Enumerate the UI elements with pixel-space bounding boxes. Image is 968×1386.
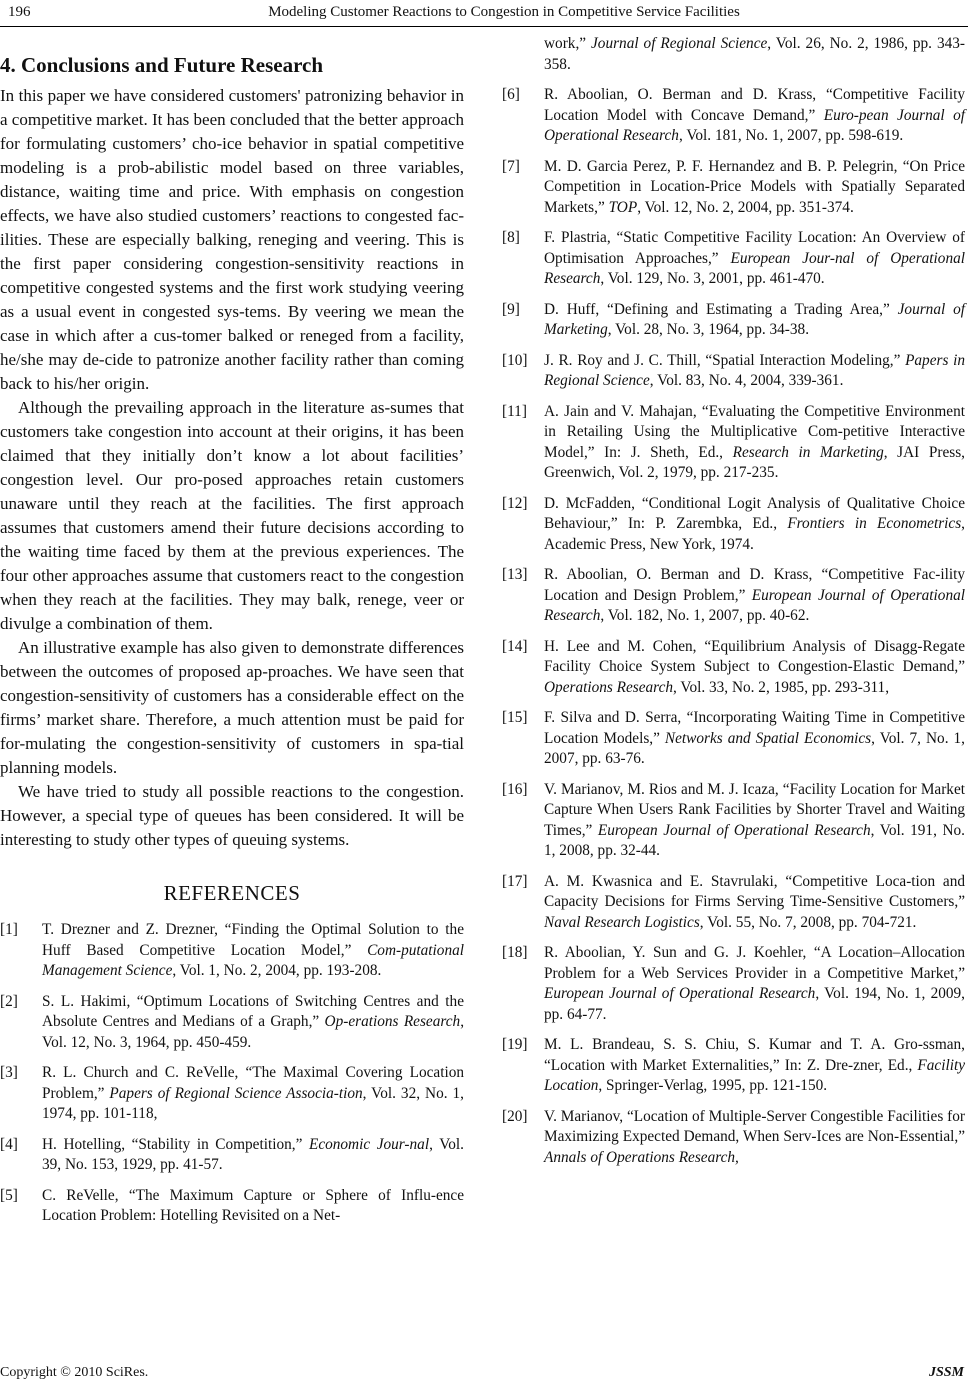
reference-number: [3]	[0, 1064, 18, 1081]
page-header	[0, 0, 968, 24]
reference-list-left	[0, 920, 464, 1227]
reference-text: F. Silva and D. Serra, “Incorporating Waiting Time in Competitive Location Models,” Networks and Spatial Economics, Vol. 7, No. 1, 2007, pp. 63-76.	[544, 709, 965, 767]
reference-item	[502, 351, 965, 392]
left-column	[0, 52, 464, 1237]
reference-item	[502, 1107, 965, 1169]
reference-text: R. Aboolian, O. Berman and D. Krass, “Competitive Fac-ility Location and Design Problem,” European Journal of Operational Research, Vol. 182, No. 1, 2007, pp. 40-62.	[544, 566, 965, 624]
reference-item	[0, 1063, 464, 1125]
reference-text: A. Jain and V. Mahajan, “Evaluating the Competitive Environment in Retailing Using the Multiplicative Com-petitive Interactive Model,” In: J. Sheth, Ed., Research in Marketing, JAI Press, Greenwich, Vol. 2, 1979, pp. 217-235.	[544, 402, 965, 481]
reference-number: [18]	[502, 944, 528, 961]
reference-text: J. R. Roy and J. C. Thill, “Spatial Interaction Modeling,” Papers in Regional Science, Vol. 83, No. 4, 2004, 339-361.	[544, 351, 965, 389]
copyright-notice: Copyright © 2010 SciRes.	[0, 1365, 149, 1380]
reference-item	[502, 34, 965, 75]
reference-number: [1]	[0, 921, 18, 938]
reference-text: A. M. Kwasnica and E. Stavrulaki, “Competitive Loca-tion and Capacity Decisions for Firms Serving Time-Sensitive Customers,” Naval Research Logistics, Vol. 55, No. 7, 2008, pp. 704-721.	[544, 872, 965, 931]
reference-number: [6]	[502, 86, 520, 103]
paragraph: In this paper we have considered customers' patronizing behavior in a competitive market. It has been concluded that the better approach for formulating customers’ cho-ice behavior in spatial competitive modeling is a prob-abilistic model based on three variables, distance, waiting time and price. With emphasis on congestion effects, we have also studied customers’ reactions to congested fac-ilities. These are especially balking, reneging and veering. This is the first paper considering congestion-sensitivity reactions in competitive congested systems and the first work studying veering as a usual event in congested sys-tems. By veering we mean the case in which after a cus-tomer balked or reneged from a facility, he/she may de-cide to patronize another facility rather than coming back to his/her origin.	[0, 86, 464, 393]
reference-number: [15]	[502, 709, 528, 726]
references-heading: REFERENCES	[163, 881, 301, 905]
reference-item	[0, 920, 464, 982]
reference-number: [5]	[0, 1186, 18, 1204]
reference-number: [2]	[0, 992, 18, 1010]
reference-number: [11]	[502, 402, 527, 420]
page-number: 196	[8, 4, 31, 20]
reference-number: [12]	[502, 494, 528, 512]
paragraph: We have tried to study all possible reactions to the congestion. However, a special type of queues has been considered. It will be interesting to study other types of queuing systems.	[0, 782, 464, 849]
reference-item	[502, 637, 965, 699]
reference-text: F. Plastria, “Static Competitive Facility Location: An Overview of Optimisation Approaches,” European Jour-nal of Operational Research, Vol. 129, No. 3, 2001, pp. 461-470.	[544, 229, 965, 287]
reference-item	[0, 992, 464, 1054]
reference-item	[0, 1135, 464, 1176]
reference-text: T. Drezner and Z. Drezner, “Finding the Optimal Solution to the Huff Based Competitive Location Model,” Com-putational Management Science, Vol. 1, No. 2, 2004, pp. 193-208.	[42, 921, 464, 979]
reference-text: D. Huff, “Defining and Estimating a Trading Area,” Journal of Marketing, Vol. 28, No. 3, 1964, pp. 34-38.	[544, 300, 965, 338]
reference-item	[502, 565, 965, 627]
reference-number: [13]	[502, 566, 528, 583]
reference-number: [4]	[0, 1135, 18, 1153]
journal-abbreviation: JSSM	[928, 1365, 964, 1380]
reference-text: D. McFadden, “Conditional Logit Analysis of Qualitative Choice Behaviour,” In: P. Zarembka, Ed., Frontiers in Econometrics, Academic Press, New York, 1974.	[544, 494, 965, 553]
reference-text: M. D. Garcia Perez, P. F. Hernandez and B. P. Pelegrin, “On Price Competition in Location-Price Models with Spatially Separated Markets,” TOP, Vol. 12, No. 2, 2004, pp. 351-374.	[544, 157, 965, 216]
reference-text: R. Aboolian, O. Berman and D. Krass, “Competitive Facility Location Model with Concave Demand,” Euro-pean Journal of Operational Research, Vol. 181, No. 1, 2007, pp. 598-619.	[544, 86, 965, 144]
reference-item	[502, 872, 965, 934]
reference-item	[502, 943, 965, 1025]
reference-list-right	[502, 34, 965, 1168]
paragraph: An illustrative example has also given to demonstrate differences between the outcomes of proposed ap-proaches. We have seen that congestion-sensitivity of customers has a considerable effect on the firms’ market share. Therefore, a much attention must be paid for for-mulating the congestion-sensitivity of customers in spa-tial planning models.	[0, 638, 464, 777]
reference-number: [9]	[502, 300, 520, 318]
reference-item	[0, 1186, 464, 1227]
reference-text: S. L. Hakimi, “Optimum Locations of Switching Centres and the Absolute Centres and Medians of a Graph,” Op-erations Research, Vol. 12, No. 3, 1964, pp. 450-459.	[42, 992, 465, 1051]
reference-text: V. Marianov, “Location of Multiple-Server Congestible Facilities for Maximizing Expected Demand, When Serv-Ices are Non-Essential,” Annals of Operations Research,	[544, 1107, 965, 1166]
running-title: Modeling Customer Reactions to Congestion in Competitive Service Facilities	[268, 4, 740, 20]
reference-item	[502, 1035, 965, 1097]
right-column	[502, 34, 965, 1178]
reference-item	[502, 780, 965, 862]
paragraph: Although the prevailing approach in the literature as-sumes that customers take congestion into account at their origins, it has been claimed that they initially don’t know a lot about facilities’ congestion level. Our pro-posed approaches retain customers unaware until they reach at the facilities. The first approach assumes that customers amend their future decisions according to the waiting time faced by them at the previous experiences. The four other approaches assume that customers react to the congestion when they reach at the facilities. They may balk, renege, veer or divulge a combination of them.	[0, 398, 464, 633]
reference-item	[502, 157, 965, 219]
reference-item	[502, 402, 965, 484]
reference-item	[502, 300, 965, 341]
reference-text: V. Marianov, M. Rios and M. J. Icaza, “Facility Location for Market Capture When Users Rank Facilities by Shorter Travel and Waiting Times,” European Journal of Operational Research, Vol. 191, No. 1, 2008, pp. 32-44.	[544, 780, 966, 859]
reference-number: [8]	[502, 229, 520, 246]
section-heading: 4. Conclusions and Future Research	[0, 53, 324, 77]
reference-item	[502, 228, 965, 290]
reference-item	[502, 708, 965, 770]
reference-text: M. L. Brandeau, S. S. Chiu, S. Kumar and T. A. Gro-ssman, “Location with Market Externalities,” In: Z. Dre-zner, Ed., Facility Location, Springer-Verlag, 1995, pp. 121-150.	[544, 1036, 965, 1094]
reference-number: [16]	[502, 780, 528, 798]
reference-number: [14]	[502, 637, 528, 655]
reference-text: H. Lee and M. Cohen, “Equilibrium Analysis of Disagg-Regate Facility Choice System Subject to Congestion-Elastic Demand,” Operations Research, Vol. 33, No. 2, 1985, pp. 293-311,	[544, 637, 965, 696]
reference-number: [20]	[502, 1107, 528, 1125]
reference-number: [7]	[502, 157, 520, 175]
reference-text: H. Hotelling, “Stability in Competition,” Economic Jour-nal, Vol. 39, No. 153, 1929, pp. 41-57.	[42, 1135, 464, 1173]
reference-item	[502, 85, 965, 147]
reference-text: work,” Journal of Regional Science, Vol. 26, No. 2, 1986, pp. 343-358.	[544, 35, 965, 73]
reference-item	[502, 494, 965, 556]
reference-number: [19]	[502, 1036, 528, 1053]
header-rule	[0, 26, 968, 27]
reference-text: C. ReVelle, “The Maximum Capture or Sphere of Influ-ence Location Problem: Hotelling Revisited on a Net-	[42, 1186, 464, 1224]
reference-number: [17]	[502, 872, 528, 890]
reference-number: [10]	[502, 351, 528, 369]
reference-text: R. Aboolian, Y. Sun and G. J. Koehler, “A Location–Allocation Problem for a Web Services Provider in a Competitive Market,” European Journal of Operational Research, Vol. 194, No. 1, 2009, pp. 64-77.	[544, 944, 965, 1023]
page-footer	[0, 1364, 968, 1384]
reference-text: R. L. Church and C. ReVelle, “The Maximal Covering Location Problem,” Papers of Regional Science Associa-tion, Vol. 32, No. 1, 1974, pp. 101-118,	[42, 1064, 464, 1122]
